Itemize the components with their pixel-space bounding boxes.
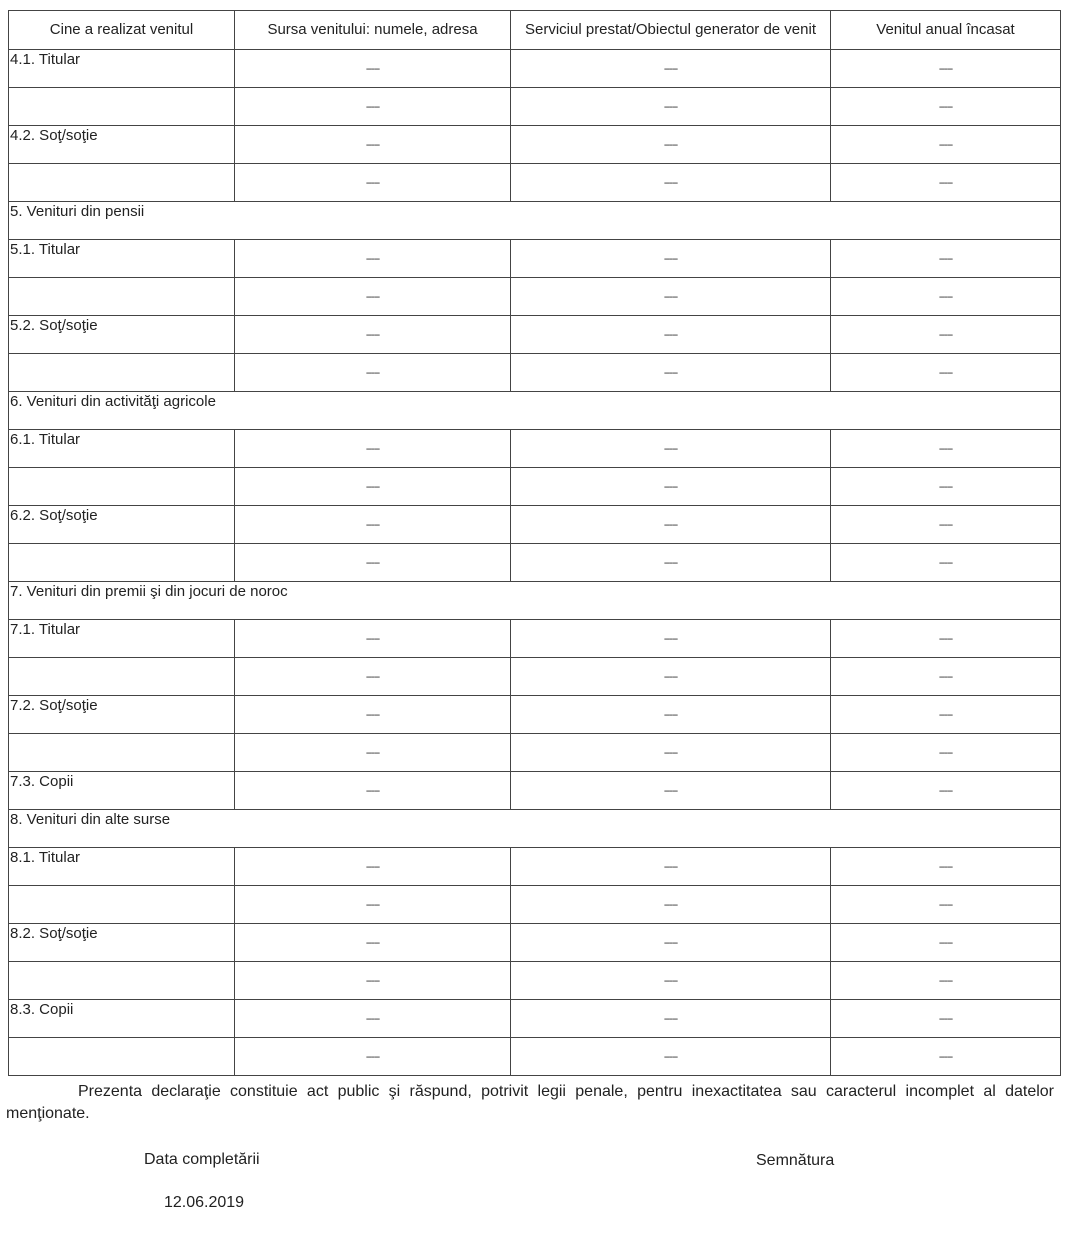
service-cell: -----: [511, 240, 831, 278]
source-cell: -----: [235, 962, 511, 1000]
income-cell: -----: [831, 506, 1061, 544]
table-row: [9, 316, 1061, 354]
income-cell: -----: [831, 734, 1061, 772]
service-cell: -----: [511, 430, 831, 468]
table-row: [9, 620, 1061, 658]
income-cell: -----: [831, 924, 1061, 962]
row-label: [9, 886, 235, 924]
table-row: [9, 658, 1061, 696]
row-label: 8.1. Titular: [9, 848, 235, 886]
income-cell: -----: [831, 468, 1061, 506]
source-cell: -----: [235, 1000, 511, 1038]
header-annual-income: Venitul anual încasat: [831, 11, 1061, 50]
source-cell: -----: [235, 468, 511, 506]
service-cell: -----: [511, 1000, 831, 1038]
service-cell: -----: [511, 506, 831, 544]
header-source: Sursa venitului: numele, adresa: [235, 11, 511, 50]
income-cell: -----: [831, 126, 1061, 164]
table-row: [9, 544, 1061, 582]
date-label: Data completării: [144, 1151, 260, 1168]
service-cell: -----: [511, 544, 831, 582]
row-label: 4.1. Titular: [9, 50, 235, 88]
source-cell: -----: [235, 506, 511, 544]
income-cell: -----: [831, 1038, 1061, 1076]
table-row: [9, 734, 1061, 772]
source-cell: -----: [235, 620, 511, 658]
service-cell: -----: [511, 848, 831, 886]
section-row: [9, 392, 1061, 430]
row-label: 6.2. Soţ/soţie: [9, 506, 235, 544]
row-label: 4.2. Soţ/soţie: [9, 126, 235, 164]
source-cell: -----: [235, 354, 511, 392]
service-cell: -----: [511, 886, 831, 924]
table-header-row: [9, 11, 1061, 50]
service-cell: -----: [511, 696, 831, 734]
service-cell: -----: [511, 734, 831, 772]
table-row: [9, 772, 1061, 810]
income-cell: -----: [831, 886, 1061, 924]
source-cell: -----: [235, 278, 511, 316]
service-cell: -----: [511, 126, 831, 164]
income-cell: -----: [831, 962, 1061, 1000]
row-label: 5.1. Titular: [9, 240, 235, 278]
service-cell: -----: [511, 50, 831, 88]
source-cell: -----: [235, 126, 511, 164]
signature-label: Semnătura: [756, 1152, 835, 1169]
service-cell: -----: [511, 620, 831, 658]
table-row: [9, 924, 1061, 962]
source-cell: -----: [235, 430, 511, 468]
row-label: [9, 354, 235, 392]
table-row: [9, 240, 1061, 278]
source-cell: -----: [235, 316, 511, 354]
service-cell: -----: [511, 468, 831, 506]
section-row: [9, 810, 1061, 848]
date-value: 12.06.2019: [164, 1194, 245, 1211]
table-row: [9, 1000, 1061, 1038]
table-row: [9, 88, 1061, 126]
section-row: [9, 202, 1061, 240]
income-cell: -----: [831, 696, 1061, 734]
service-cell: -----: [511, 164, 831, 202]
source-cell: -----: [235, 924, 511, 962]
source-cell: -----: [235, 1038, 511, 1076]
source-cell: -----: [235, 734, 511, 772]
row-label: [9, 164, 235, 202]
row-label: [9, 544, 235, 582]
service-cell: -----: [511, 772, 831, 810]
income-cell: -----: [831, 88, 1061, 126]
service-cell: -----: [511, 924, 831, 962]
service-cell: -----: [511, 1038, 831, 1076]
section-title: 6. Venituri din activităţi agricole: [9, 392, 1061, 430]
table-row: [9, 1038, 1061, 1076]
table-body: [9, 50, 1061, 1076]
section-title: 7. Venituri din premii şi din jocuri de noroc: [9, 582, 1061, 620]
row-label: 8.2. Soţ/soţie: [9, 924, 235, 962]
row-label: [9, 278, 235, 316]
service-cell: -----: [511, 962, 831, 1000]
income-cell: -----: [831, 240, 1061, 278]
service-cell: -----: [511, 658, 831, 696]
table-row: [9, 506, 1061, 544]
income-cell: -----: [831, 658, 1061, 696]
income-cell: -----: [831, 430, 1061, 468]
row-label: [9, 962, 235, 1000]
service-cell: -----: [511, 316, 831, 354]
table-row: [9, 962, 1061, 1000]
source-cell: -----: [235, 50, 511, 88]
income-cell: -----: [831, 620, 1061, 658]
row-label: [9, 468, 235, 506]
row-label: [9, 88, 235, 126]
row-label: 7.1. Titular: [9, 620, 235, 658]
row-label: 5.2. Soţ/soţie: [9, 316, 235, 354]
row-label: [9, 1038, 235, 1076]
row-label: [9, 734, 235, 772]
source-cell: -----: [235, 848, 511, 886]
income-cell: -----: [831, 772, 1061, 810]
source-cell: -----: [235, 88, 511, 126]
income-cell: -----: [831, 278, 1061, 316]
table-row: [9, 50, 1061, 88]
table-row: [9, 696, 1061, 734]
source-cell: -----: [235, 544, 511, 582]
section-row: [9, 582, 1061, 620]
row-label: 6.1. Titular: [9, 430, 235, 468]
row-label: 7.2. Soţ/soţie: [9, 696, 235, 734]
row-label: [9, 658, 235, 696]
income-cell: -----: [831, 316, 1061, 354]
income-cell: -----: [831, 50, 1061, 88]
source-cell: -----: [235, 886, 511, 924]
income-cell: -----: [831, 544, 1061, 582]
service-cell: -----: [511, 88, 831, 126]
table-row: [9, 848, 1061, 886]
table-row: [9, 468, 1061, 506]
source-cell: -----: [235, 658, 511, 696]
declaration-statement: Prezenta declaraţie constituie act public şi răspund, potrivit legii penale, pentru inexactitatea sau caracterul incomplet al datelor menţionate.: [6, 1083, 1054, 1122]
table-row: [9, 354, 1061, 392]
header-service: Serviciul prestat/Obiectul generator de venit: [511, 11, 831, 50]
table-row: [9, 278, 1061, 316]
income-cell: -----: [831, 164, 1061, 202]
service-cell: -----: [511, 354, 831, 392]
row-label: 7.3. Copii: [9, 772, 235, 810]
income-cell: -----: [831, 848, 1061, 886]
source-cell: -----: [235, 772, 511, 810]
section-title: 8. Venituri din alte surse: [9, 810, 1061, 848]
income-declaration-table: [8, 10, 1061, 1076]
source-cell: -----: [235, 696, 511, 734]
header-who: Cine a realizat venitul: [9, 11, 235, 50]
source-cell: -----: [235, 164, 511, 202]
table-row: [9, 886, 1061, 924]
source-cell: -----: [235, 240, 511, 278]
income-cell: -----: [831, 1000, 1061, 1038]
table-row: [9, 164, 1061, 202]
section-title: 5. Venituri din pensii: [9, 202, 1061, 240]
table-row: [9, 430, 1061, 468]
income-cell: -----: [831, 354, 1061, 392]
row-label: 8.3. Copii: [9, 1000, 235, 1038]
service-cell: -----: [511, 278, 831, 316]
table-row: [9, 126, 1061, 164]
